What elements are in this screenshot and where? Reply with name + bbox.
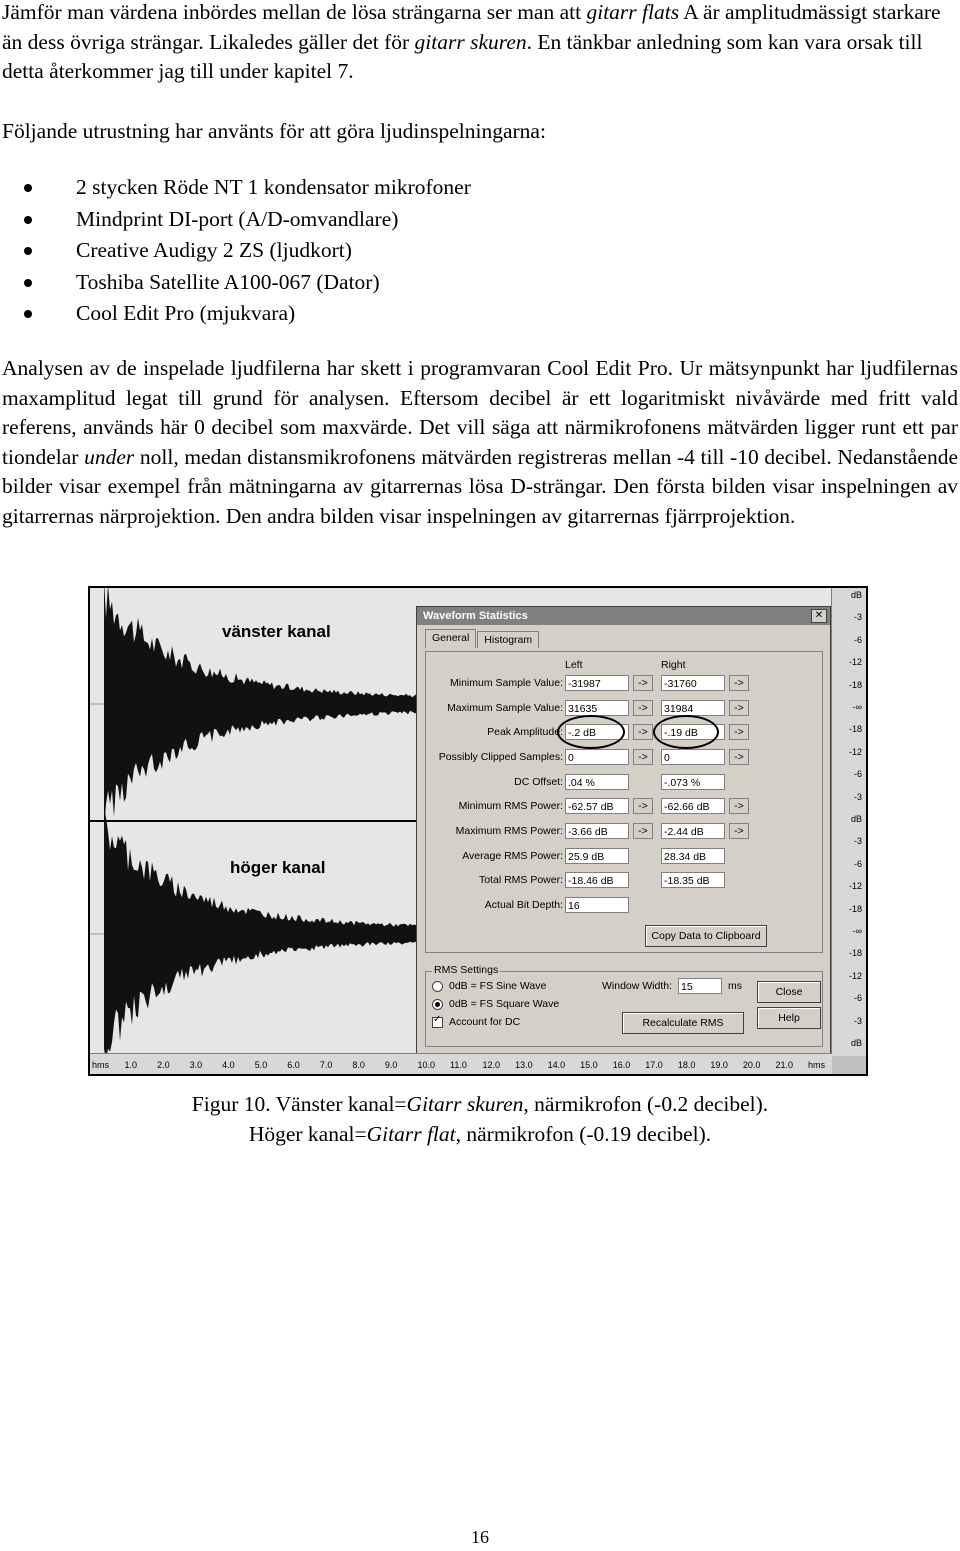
emphasis-text: gitarr flats [586,0,680,24]
left-value-field[interactable]: 0 [565,749,629,765]
goto-right-button[interactable]: -> [729,675,749,691]
db-scale-label: -12 [848,881,862,892]
emphasis-text: under [84,444,135,469]
db-scale-label: -3 [853,1015,862,1026]
stat-row-average-rms [425,848,825,866]
waveform-statistics-dialog [416,606,831,1054]
left-value-field[interactable]: -31987 [565,675,629,691]
stat-row-max-sample [425,700,825,718]
window-width-label: Window Width: [602,980,673,992]
stat-label: Maximum Sample Value: [447,702,563,714]
time-tick-label: hms [92,1060,110,1070]
dialog-title: Waveform Statistics [423,610,528,622]
db-scale-label: dB [850,1038,862,1048]
window-width-unit: ms [728,980,742,992]
square-wave-radio[interactable] [432,998,559,1010]
right-column-heading: Right [661,659,686,671]
db-scale-label: -18 [848,903,862,914]
figure-caption-line2 [0,1119,960,1149]
left-value-field[interactable]: 16 [565,897,629,913]
option-label: Account for DC [449,1016,521,1028]
figure-caption-line1 [0,1089,960,1119]
caption-text: Figur 10. Vänster kanal= [191,1092,407,1116]
stat-row-clipped [425,749,825,767]
db-scale-label: -12 [848,746,862,757]
time-tick-label: 20.0 [742,1060,761,1070]
paragraph-text: . En tänkbar anledning som kan vara orsak till detta återkommer jag till under kapitel 7. [2,29,923,83]
time-tick-label: 2.0 [157,1060,170,1070]
time-tick-label: 3.0 [189,1060,203,1070]
right-value-field[interactable]: -18.35 dB [661,872,725,888]
right-value-field[interactable]: -31760 [661,675,725,691]
goto-right-button[interactable]: -> [729,724,749,740]
time-tick-label: 7.0 [319,1060,333,1070]
caption-text: Höger kanal= [248,1122,367,1146]
stat-row-max-rms [425,823,825,841]
stat-label: Possibly Clipped Samples: [438,751,563,763]
time-tick-label: 21.0 [775,1060,793,1070]
stat-label: Maximum RMS Power: [455,825,563,837]
time-tick-label: 4.0 [222,1060,235,1070]
equipment-list [22,172,471,330]
waveform-figure [88,586,868,1076]
checkbox-checked-icon [432,1017,443,1028]
stat-row-peak-amplitude [425,724,825,742]
db-scale-label: -∞ [852,926,862,936]
db-scale-label: -6 [853,769,862,780]
time-tick-label: 13.0 [515,1060,533,1070]
time-tick-label: 17.0 [645,1060,663,1070]
stat-row-min-rms [425,798,825,816]
dialog-tabs [425,631,537,651]
time-tick-label: 1.0 [124,1060,138,1070]
paragraph-text: Jämför man värdena inbördes mellan de lösa strängarna ser man att [2,0,587,24]
caption-emphasis: Gitarr flat [366,1122,456,1146]
page-number: 16 [471,1527,489,1547]
goto-right-button[interactable]: -> [729,823,749,839]
right-value-field[interactable]: -.19 dB [661,724,725,740]
close-icon[interactable]: ✕ [811,609,827,623]
time-tick-label: 9.0 [384,1060,398,1070]
close-button[interactable]: Close [757,981,821,1003]
list-item: 2 stycken Röde NT 1 kondensator mikrofoner [22,172,471,204]
recalculate-rms-button[interactable]: Recalculate RMS [622,1012,744,1034]
time-tick-label: hms [808,1060,826,1070]
time-ruler [90,1053,832,1074]
time-tick-label: 15.0 [580,1060,598,1070]
waveform-display [90,588,832,1056]
list-item: Creative Audigy 2 ZS (ljudkort) [22,235,471,267]
rms-settings-legend: RMS Settings [434,964,499,976]
time-tick-label: 12.0 [482,1060,501,1070]
window-width-input[interactable]: 15 [678,978,722,994]
db-scale-label: -3 [853,836,862,847]
time-tick-label: 16.0 [612,1060,631,1070]
time-tick-label: 11.0 [450,1060,467,1070]
left-channel-label: vänster kanal [222,622,331,641]
right-value-field[interactable]: -2.44 dB [661,823,725,839]
goto-left-button[interactable]: -> [633,798,653,814]
tab-general[interactable]: General [425,629,476,648]
caption-text: , närmikrofon (-0.19 decibel). [455,1122,712,1146]
paragraph-comparison [2,0,958,87]
emphasis-text: gitarr skuren [414,29,527,54]
time-tick-label: 8.0 [352,1060,365,1070]
db-scale-label: dB [850,590,862,600]
right-value-field[interactable]: 31984 [661,700,725,716]
left-value-field[interactable]: -18.46 dB [565,872,629,888]
list-item: Cool Edit Pro (mjukvara) [22,298,471,330]
help-button[interactable]: Help [757,1007,821,1029]
time-tick-label: 14.0 [547,1060,566,1070]
db-scale-label: -3 [853,791,862,802]
db-scale-label: -3 [853,612,862,623]
tab-histogram[interactable]: Histogram [477,631,539,648]
stat-label: Minimum RMS Power: [458,800,563,812]
paragraph-text: Analysen av de inspelade ljudfilerna har skett i programvaran Cool Edit Pro. Ur mätsynpunkt har ljudfilernas maxamplitud legat till grund för analysen. Eftersom decibel är ett logaritmiskt nivåvärde med fritt vald referens, används här 0 decibel som maxvärde. Det vill säga att närmikrofonens mätvärden ligger runt ett par tiondelar [2,356,958,469]
right-value-field[interactable]: 28.34 dB [661,848,725,864]
stat-row-total-rms [425,872,825,890]
stat-label: Actual Bit Depth: [484,899,563,911]
stat-label: Average RMS Power: [462,850,563,862]
caption-emphasis: Gitarr skuren [406,1092,524,1116]
db-scale-label: -12 [848,970,862,981]
paragraph-text: noll, medan distansmikrofonens mätvärden registreras mellan -4 till -10 decibel. Nedanstående bilder visar exempel från mätningarna av gitarrernas lösa D-strängar. Den första bilden visar inspelningen av gitarrernas närprojektion. Den andra bilden visar inspelningen av gitarrernas fjärrprojektion. [2,444,958,528]
caption-text: , närmikrofon (-0.2 decibel). [523,1092,769,1116]
paragraph-text: A är amplitudmässigt starkare än dess övriga strängar. Likaledes gäller det för [2,0,941,54]
list-item: Toshiba Satellite A100-067 (Dator) [22,267,471,299]
option-label: 0dB = FS Square Wave [449,998,560,1010]
goto-left-button[interactable]: -> [633,700,653,716]
stat-row-bit-depth [425,897,825,915]
goto-left-button[interactable]: -> [633,675,653,691]
goto-left-button[interactable]: -> [633,724,653,740]
sine-wave-radio[interactable] [432,980,546,992]
radio-icon [432,981,443,992]
paragraph-equipment-intro: Följande utrustning har använts för att göra ljudinspelningarna: [2,119,546,143]
right-channel-label: höger kanal [230,858,326,877]
left-value-field[interactable]: -3.66 dB [565,823,629,839]
db-scale-label: -6 [853,858,862,869]
stat-row-dc-offset [425,774,825,792]
time-tick-label: 19.0 [710,1060,728,1070]
time-tick-label: 10.0 [417,1060,435,1070]
stat-label: Minimum Sample Value: [449,677,563,689]
stat-row-min-sample [425,675,825,693]
left-value-field[interactable]: .04 % [565,774,629,790]
goto-right-button[interactable]: -> [729,798,749,814]
goto-left-button[interactable]: -> [633,749,653,765]
left-value-field[interactable]: 31635 [565,700,629,716]
account-dc-checkbox[interactable] [432,1016,520,1028]
goto-left-button[interactable]: -> [633,823,653,839]
list-item: Mindprint DI-port (A/D-omvandlare) [22,204,471,236]
db-scale-label: -18 [848,679,862,690]
radio-selected-icon [432,999,443,1010]
left-value-field[interactable]: -.2 dB [565,724,629,740]
right-value-field[interactable]: -.073 % [661,774,725,790]
db-scale-label: -6 [853,993,862,1004]
time-tick-label: 18.0 [677,1060,696,1070]
right-value-field[interactable]: 0 [661,749,725,765]
db-scale-label: -12 [848,657,862,668]
db-scale-label: dB [850,814,862,824]
goto-right-button[interactable]: -> [729,700,749,716]
stat-label: Peak Amplitude: [487,726,563,738]
db-scale-label: -18 [848,724,862,735]
left-value-field[interactable]: 25.9 dB [565,848,629,864]
highlight-ring-right [653,715,719,749]
option-label: 0dB = FS Sine Wave [449,980,547,992]
copy-data-button[interactable]: Copy Data to Clipboard [645,925,767,947]
db-scale-label: -18 [848,948,862,959]
left-value-field[interactable]: -62.57 dB [565,798,629,814]
goto-right-button[interactable]: -> [729,749,749,765]
db-scale-label: -6 [853,634,862,645]
stat-label: DC Offset: [514,776,563,788]
right-value-field[interactable]: -62.66 dB [661,798,725,814]
highlight-ring-left [557,715,625,749]
time-tick-label: 6.0 [287,1060,300,1070]
dialog-titlebar [417,607,830,625]
time-tick-label: 5.0 [254,1060,268,1070]
left-column-heading: Left [565,659,583,671]
db-scale-label: -∞ [852,702,862,712]
db-scale [831,588,866,1056]
paragraph-analysis [2,354,958,531]
stat-label: Total RMS Power: [478,874,563,886]
